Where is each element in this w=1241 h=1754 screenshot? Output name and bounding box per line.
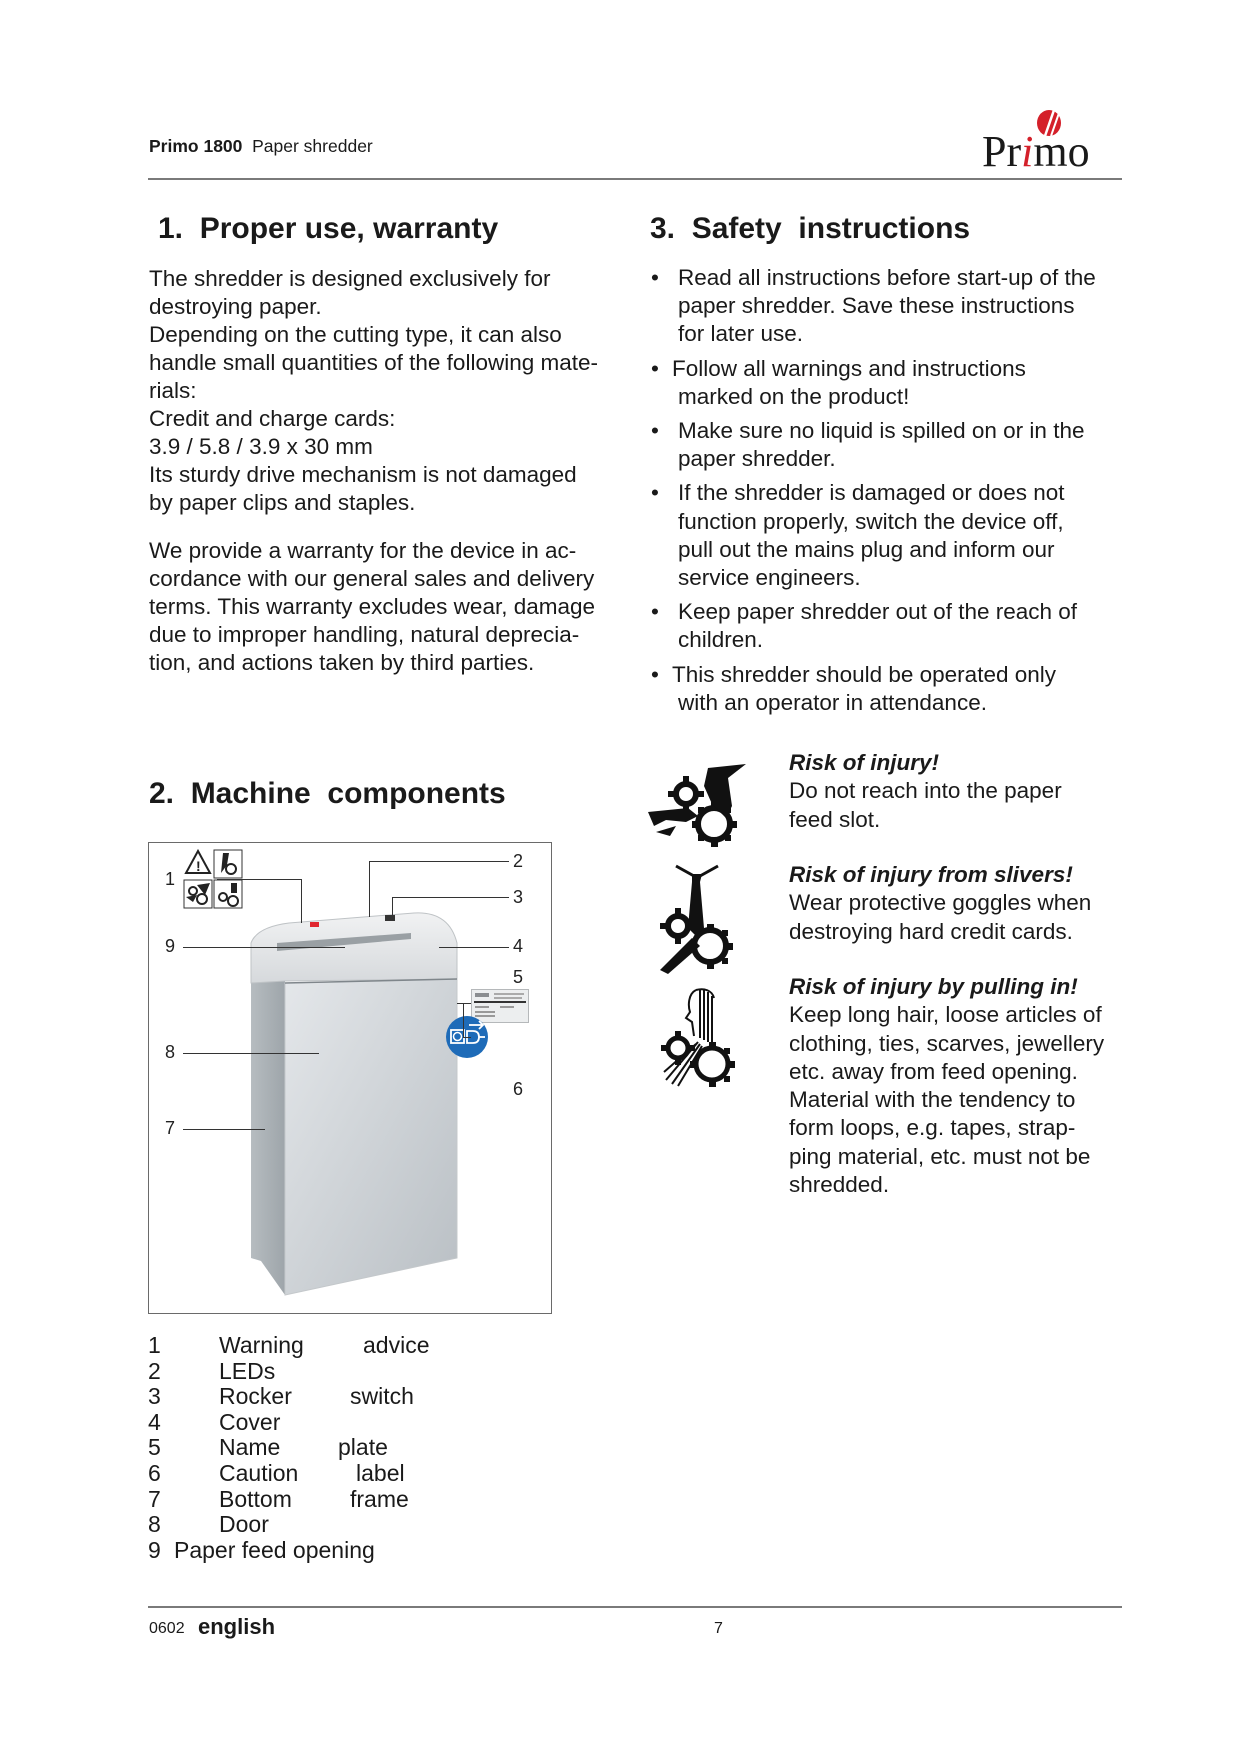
legend-number: 4 [148, 1408, 161, 1435]
risk-warning-pulling-in [789, 973, 1129, 1199]
list-item [648, 661, 1128, 717]
text-line: This shredder should be operated only [672, 661, 1056, 687]
legend-label: Caution [219, 1459, 299, 1486]
document-header-title [149, 136, 373, 157]
model-name: Primo 1800 [149, 136, 243, 156]
product-name: Paper shredder [252, 136, 373, 156]
text-line: children. [678, 627, 764, 653]
callout-2: 2 [513, 851, 524, 871]
text-line: 3.9 / 5.8 / 3.9 x 30 mm [149, 434, 373, 459]
legend-label: LEDs [219, 1357, 276, 1384]
shredder-illustration [149, 843, 551, 1313]
page-number: 7 [714, 1620, 723, 1637]
text-line: Follow all warnings and instructions [672, 355, 1026, 381]
text-line: The shredder is designed exclusively for [149, 266, 551, 291]
callout-4: 4 [513, 936, 524, 956]
legend-label: Door [219, 1511, 269, 1538]
leader-line [369, 861, 370, 917]
text-line: Do not reach into the paper [789, 778, 1062, 804]
text-line: shredded. [789, 1172, 890, 1198]
legend-label: advice [363, 1332, 430, 1358]
legend-number: 7 [148, 1485, 161, 1512]
section-1-heading: 1. Proper use, warranty [158, 212, 499, 245]
text-line: paper shredder. Save these instructions [678, 293, 1075, 319]
logo-prefix: Pr [982, 127, 1022, 176]
legend-label: switch [350, 1383, 414, 1410]
list-item [648, 417, 1128, 473]
safety-bullet-list [648, 264, 1128, 723]
list-item [648, 264, 1128, 349]
legend-number: 9 [148, 1536, 161, 1563]
leader-line [463, 1037, 471, 1038]
text-line: due to improper handling, natural deprecia- [149, 622, 580, 647]
legend-number: 8 [148, 1511, 161, 1538]
text-line: tion, and actions taken by third parties. [149, 650, 535, 675]
leader-line [463, 1003, 464, 1037]
callout-7: 7 [165, 1118, 176, 1138]
legend-number: 5 [148, 1434, 161, 1461]
text-line: service engineers. [678, 565, 861, 591]
text-line: clothing, ties, scarves, jewellery [789, 1030, 1105, 1056]
list-item [648, 479, 1128, 592]
document-code: 0602 [149, 1620, 185, 1637]
risk-warning-hand [789, 749, 1129, 834]
logo-wordmark [982, 127, 1090, 176]
leader-line [183, 1129, 265, 1130]
legend-number: 2 [148, 1357, 161, 1384]
risk-warning-slivers [789, 861, 1129, 946]
primo-logo [982, 108, 1122, 178]
legend-number: 1 [148, 1332, 161, 1358]
leader-line [183, 947, 345, 948]
bullet-icon: • [651, 355, 659, 381]
bullet-icon: • [651, 599, 659, 625]
bullet-icon: • [651, 480, 659, 506]
text-line: rials: [149, 378, 197, 403]
text-line: for later use. [678, 321, 804, 347]
legend-label: Bottom [219, 1485, 292, 1512]
text-line: paper shredder. [678, 446, 836, 472]
svg-text:!: ! [196, 858, 201, 874]
logo-suffix: mo [1033, 127, 1090, 176]
risk-title: Risk of injury! [789, 750, 940, 775]
text-line: pull out the mains plug and inform our [678, 536, 1055, 562]
callout-5: 5 [513, 967, 524, 987]
text-line: form loops, e.g. tapes, strap- [789, 1115, 1076, 1141]
hair-in-gears-icon [660, 986, 744, 1090]
bullet-icon: • [651, 661, 659, 687]
text-line: Depending on the cutting type, it can also [149, 322, 562, 347]
text-line: Make sure no liquid is spilled on or in the [678, 418, 1085, 444]
text-line: ping material, etc. must not be [789, 1143, 1091, 1169]
leader-line [439, 947, 509, 948]
legend-label: label [356, 1459, 405, 1486]
legend-label: Name [219, 1434, 281, 1461]
legend-number: 6 [148, 1459, 161, 1486]
text-line: with an operator in attendance. [678, 689, 987, 715]
list-item [648, 598, 1128, 654]
bullet-icon: • [651, 265, 659, 290]
text-line: handle small quantities of the following mate- [149, 350, 599, 375]
legend-label: frame [350, 1485, 409, 1512]
text-line: We provide a warranty for the device in ac- [149, 538, 577, 563]
text-line: Its sturdy drive mechanism is not damaged [149, 462, 577, 487]
legend-label: Warning [219, 1332, 304, 1358]
text-line: by paper clips and staples. [149, 490, 416, 515]
callout-1: 1 [165, 869, 176, 889]
text-line: Keep long hair, loose articles of [789, 1002, 1102, 1028]
leader-line [369, 861, 509, 862]
leader-line [301, 879, 302, 923]
callout-9: 9 [165, 936, 176, 956]
legend-label: plate [338, 1434, 388, 1461]
text-line: etc. away from feed opening. [789, 1058, 1078, 1084]
section-3-heading: 3. Safety instructions [650, 212, 971, 245]
text-line: feed slot. [789, 806, 881, 832]
legend-label: Rocker [219, 1383, 292, 1410]
header-divider [148, 178, 1122, 180]
footer-divider [148, 1606, 1122, 1608]
text-line: destroying hard credit cards. [789, 918, 1073, 944]
text-line: Credit and charge cards: [149, 406, 396, 431]
text-line: If the shredder is damaged or does not [678, 480, 1065, 506]
machine-components-figure [148, 842, 552, 1314]
text-line: destroying paper. [149, 294, 322, 319]
text-line: function properly, switch the device off, [678, 508, 1064, 534]
legend-label: Paper feed opening [174, 1536, 375, 1563]
text-line: Material with the tendency to [789, 1087, 1076, 1113]
leader-line [392, 897, 509, 898]
legend-label: Cover [219, 1408, 281, 1435]
callout-8: 8 [165, 1042, 176, 1062]
legend-number: 3 [148, 1383, 161, 1410]
text-line: Read all instructions before start-up of the [678, 265, 1096, 290]
section-1-paragraph-1 [149, 265, 629, 517]
bullet-icon: • [651, 418, 659, 444]
leader-line [457, 1003, 471, 1004]
risk-title: Risk of injury by pulling in! [789, 974, 1078, 999]
document-language: english [198, 1614, 276, 1639]
callout-6: 6 [513, 1079, 524, 1099]
section-1-paragraph-2 [149, 537, 629, 677]
logo-accent-letter: i [1021, 127, 1034, 176]
text-line: cordance with our general sales and delivery [149, 566, 595, 591]
callout-3: 3 [513, 887, 524, 907]
text-line: Wear protective goggles when [789, 890, 1092, 916]
risk-title: Risk of injury from slivers! [789, 862, 1073, 887]
text-line: Keep paper shredder out of the reach of [678, 599, 1078, 625]
list-item [648, 355, 1128, 411]
tie-in-gears-icon [656, 864, 746, 974]
leader-line [183, 1053, 319, 1054]
hand-in-gears-icon [646, 756, 746, 856]
section-2-heading: 2. Machine components [149, 777, 506, 810]
text-line: marked on the product! [678, 383, 910, 409]
text-line: terms. This warranty excludes wear, damage [149, 594, 596, 619]
leader-line [217, 879, 301, 880]
leader-line [392, 897, 393, 915]
